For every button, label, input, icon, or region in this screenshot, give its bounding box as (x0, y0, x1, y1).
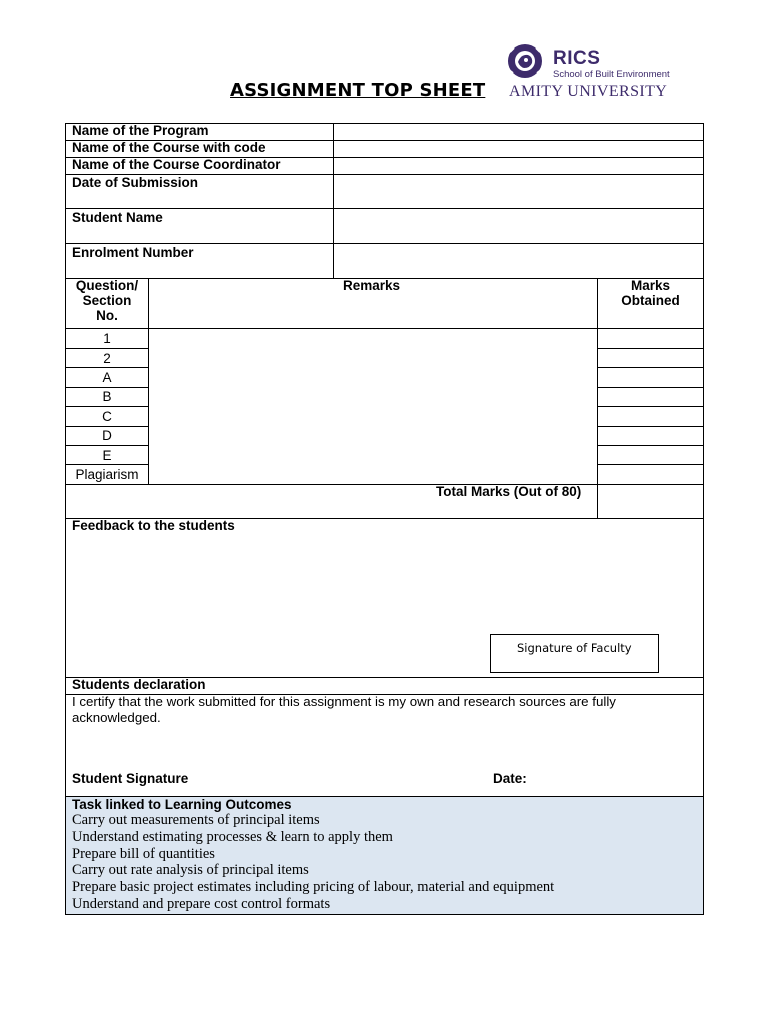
question-row-1: 1 (103, 331, 111, 346)
row-line (597, 464, 704, 465)
university-logo (505, 42, 680, 102)
outcome-item: Prepare bill of quantities (72, 846, 215, 862)
total-marks-label: Total Marks (Out of 80) (436, 484, 582, 499)
marks-obtained-header: Marks Obtained (621, 278, 680, 308)
question-row-plagiarism: Plagiarism (75, 467, 139, 482)
row-line (65, 328, 704, 329)
coordinator-label: Name of the Course Coordinator (72, 157, 281, 172)
student-name-label: Student Name (72, 210, 163, 225)
info-divider (333, 123, 334, 278)
question-row-e: E (102, 448, 112, 463)
declaration-text-line-2: acknowledged. (72, 710, 161, 725)
learning-outcomes-label: Task linked to Learning Outcomes (72, 797, 292, 812)
question-row-a: A (102, 370, 112, 385)
row-line (65, 445, 148, 446)
rics-wordmark: RICS (553, 48, 601, 69)
student-signature-label: Student Signature (72, 771, 189, 786)
row-line (65, 484, 704, 485)
question-row-c: C (102, 409, 112, 424)
row-line (65, 464, 148, 465)
row-line (65, 406, 148, 407)
lion-emblem-icon (505, 42, 549, 82)
row-line (65, 243, 704, 244)
declaration-text-line-1: I certify that the work submitted for this assignment is my own and research sources are fully (72, 694, 616, 709)
row-line (65, 387, 148, 388)
declaration-date-label: Date: (493, 771, 527, 786)
row-line (65, 348, 148, 349)
outcome-item: Carry out measurements of principal items (72, 812, 320, 828)
question-column-divider (148, 278, 149, 484)
page-title: ASSIGNMENT TOP SHEET (230, 80, 486, 101)
row-line (597, 387, 704, 388)
outcome-item: Prepare basic project estimates including pricing of labour, material and equipment (72, 879, 555, 895)
program-label: Name of the Program (72, 123, 209, 138)
row-line (597, 348, 704, 349)
question-row-2: 2 (103, 351, 111, 366)
question-row-d: D (102, 428, 112, 443)
row-line (65, 367, 148, 368)
row-line (597, 445, 704, 446)
feedback-label: Feedback to the students (72, 518, 235, 533)
date-of-submission-label: Date of Submission (72, 175, 199, 190)
school-name: School of Built Environment (553, 69, 670, 80)
remarks-header: Remarks (343, 278, 401, 293)
row-line (597, 406, 704, 407)
outcome-item: Understand and prepare cost control formats (72, 896, 331, 912)
university-name: AMITY UNIVERSITY (509, 83, 668, 100)
outcome-item: Understand estimating processes & learn to apply them (72, 829, 393, 845)
declaration-label: Students declaration (72, 677, 206, 692)
row-line (65, 426, 148, 427)
marks-column-divider (597, 278, 598, 518)
row-line (65, 208, 704, 209)
enrolment-number-label: Enrolment Number (72, 245, 194, 260)
course-label: Name of the Course with code (72, 140, 266, 155)
question-header: Question/ Section No. (75, 278, 139, 323)
question-row-b: B (102, 389, 112, 404)
outcome-item: Carry out rate analysis of principal items (72, 862, 309, 878)
row-line (597, 367, 704, 368)
row-line (597, 426, 704, 427)
faculty-signature-box: Signature of Faculty (490, 634, 659, 673)
